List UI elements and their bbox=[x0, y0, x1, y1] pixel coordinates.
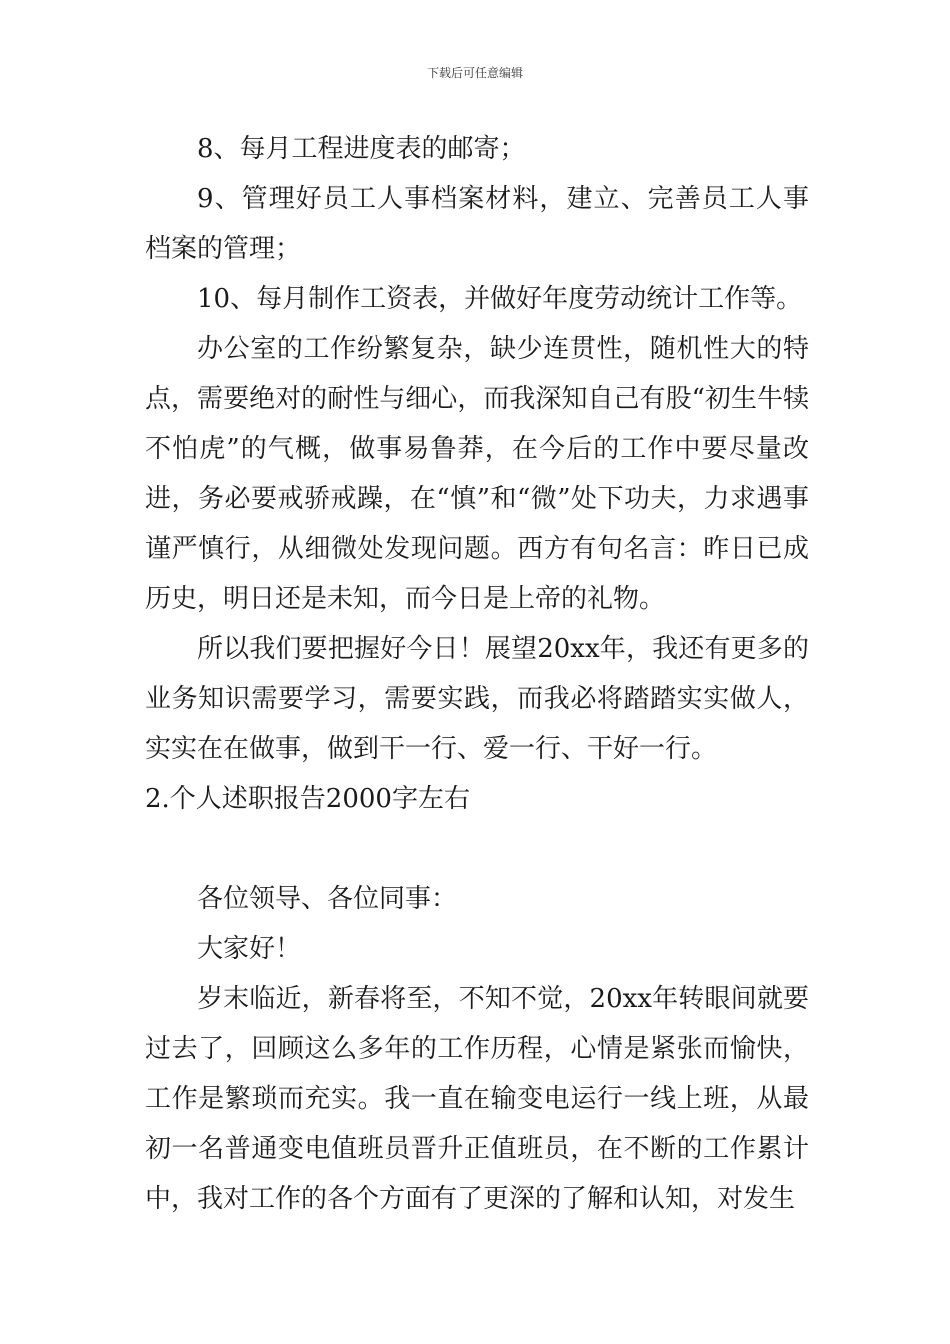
blank-line bbox=[145, 824, 809, 874]
hello-line: 大家好！ bbox=[197, 934, 302, 964]
paragraph-item-8: 8、每月工程进度表的邮寄； bbox=[197, 134, 526, 164]
paragraph-item-9: 9、管理好员工人事档案材料，建立、完善员工人事档案的管理； bbox=[145, 184, 809, 264]
page-header-note: 下载后可任意编辑 bbox=[426, 66, 523, 80]
paragraph-office-work: 办公室的工作纷繁复杂，缺少连贯性，随机性大的特点，需要绝对的耐性与细心，而我深知自己有股“初生牛犊不怕虎”的气概，做事易鲁莽，在今后的工作中要尽量改进，务必要戒骄戒躁，在“慎”和“微”处下功夫，力求遇事谨严慎行，从细微处发现问题。西方有句名言：昨日已成历史，明日还是未知，而今日是上帝的礼物。 bbox=[145, 334, 809, 614]
paragraph-outlook: 所以我们要把握好今日！展望20xx年，我还有更多的业务知识需要学习，需要实践，而我必将踏踏实实做人，实实在在做事，做到干一行、爱一行、干好一行。 bbox=[145, 634, 809, 764]
greeting-line: 各位领导、各位同事： bbox=[197, 884, 458, 914]
paragraph-item-10: 10、每月制作工资表，并做好年度劳动统计工作等。 bbox=[197, 284, 803, 314]
document-body bbox=[145, 124, 809, 1224]
paragraph-year-end: 岁末临近，新春将至，不知不觉，20xx年转眼间就要过去了，回顾这么多年的工作历程，心情是紧张而愉快，工作是繁琐而充实。我一直在输变电运行一线上班，从最初一名普通变电值班员晋升正值班员，在不断的工作累计中，我对工作的各个方面有了更深的了解和认知，对发生 bbox=[145, 984, 809, 1214]
section-heading: 2.个人述职报告2000字左右 bbox=[145, 784, 470, 814]
